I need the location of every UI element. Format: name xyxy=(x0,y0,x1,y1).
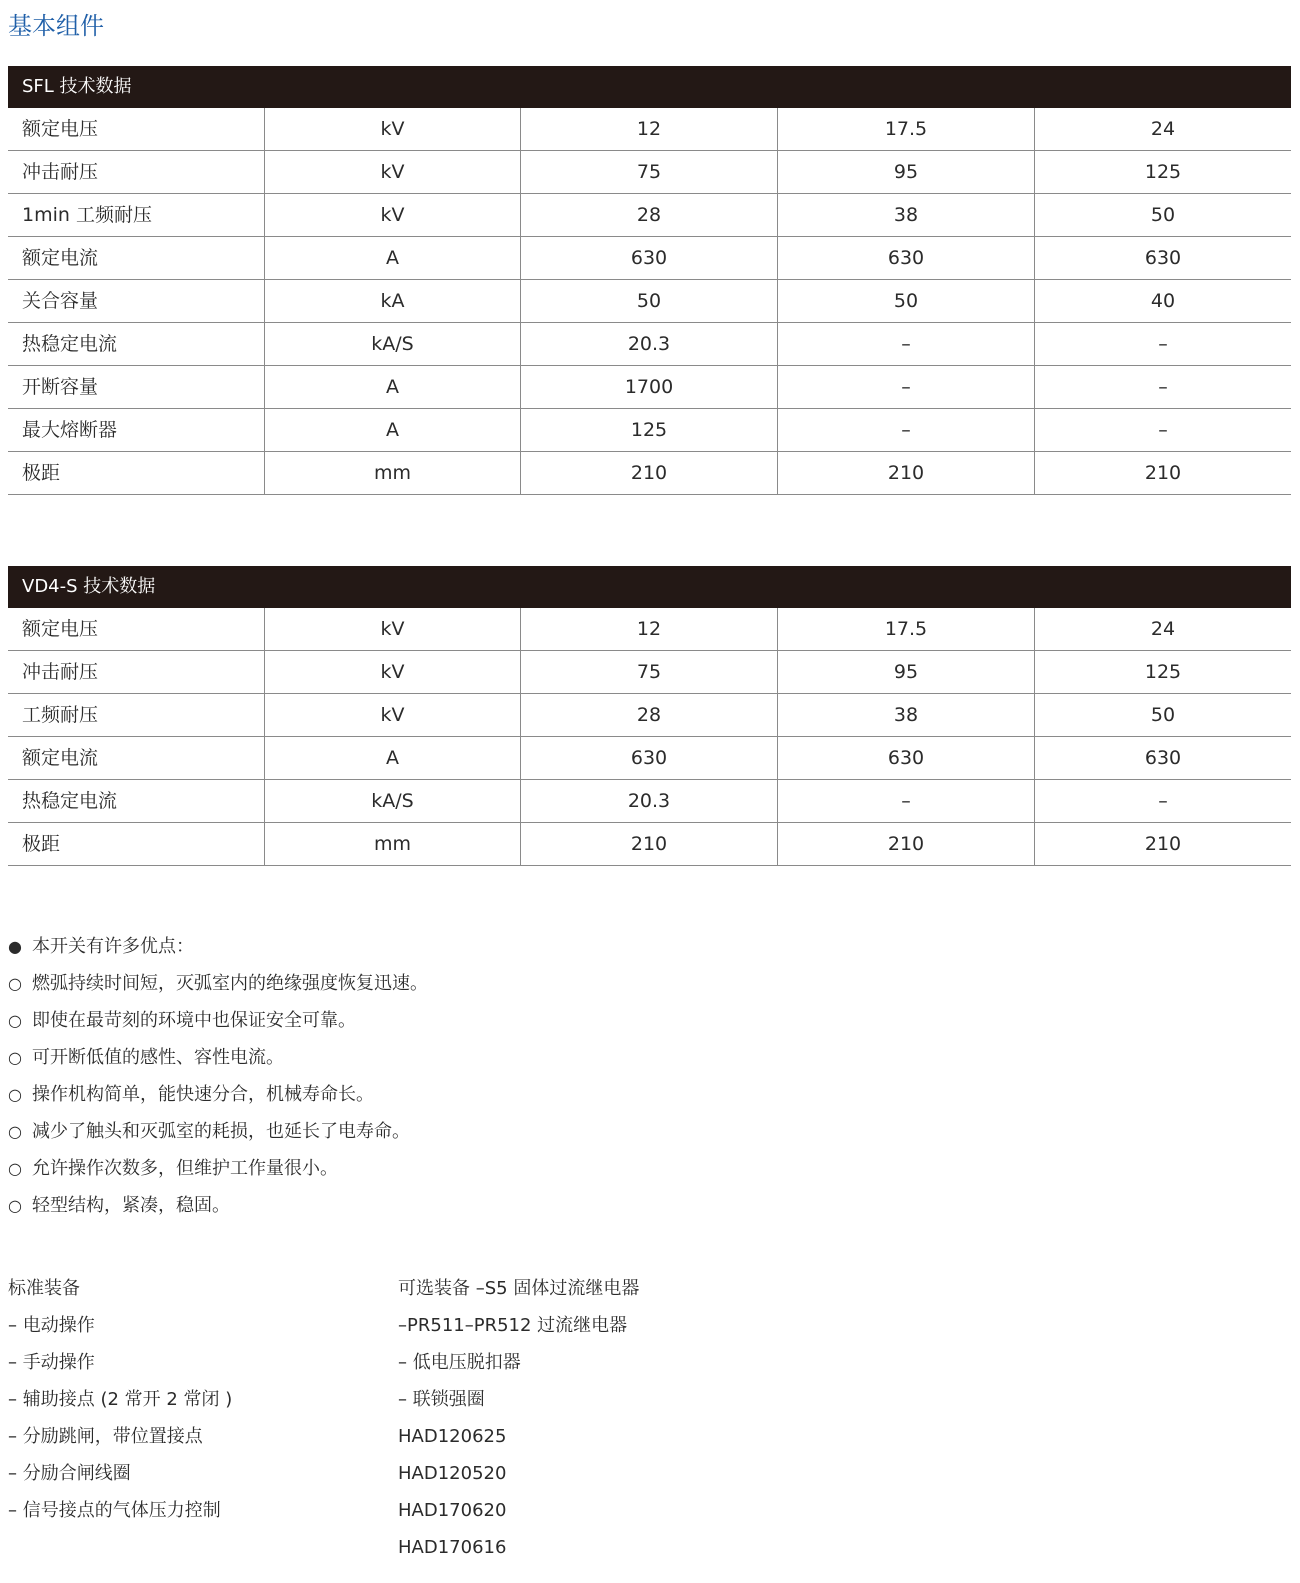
cell-value-12kv: 1700 xyxy=(521,366,778,408)
cell-value-24kv: 125 xyxy=(1144,661,1182,683)
optional-equipment-item: HAD170616 xyxy=(398,1537,507,1558)
cell-param-name: 额定电压 xyxy=(8,108,265,150)
standard-equipment-list xyxy=(8,1270,232,1529)
cell-param-name: 热稳定电流 xyxy=(8,780,265,822)
advantage-text: 可开断低值的感性、容性电流。 xyxy=(32,1047,284,1068)
hollow-circle-icon: ○ xyxy=(8,1196,22,1215)
advantage-text: 减少了触头和灭弧室的耗损，也延长了电寿命。 xyxy=(32,1121,410,1142)
cell-unit: A xyxy=(265,237,521,279)
cell-unit: kV xyxy=(265,108,521,150)
standard-equipment-item: – 信号接点的气体压力控制 xyxy=(8,1500,221,1521)
cell-value-17-5kv: – xyxy=(778,323,1035,365)
cell-value-17-5kv: 17.5 xyxy=(778,108,1035,150)
advantages-items xyxy=(8,965,428,1224)
cell-value-24kv: 630 xyxy=(1144,247,1182,269)
cell-value-24kv: 50 xyxy=(1150,704,1176,726)
cell-value-24kv: 50 xyxy=(1150,204,1176,226)
vd4-table-title: VD4-S 技术数据 xyxy=(8,566,1291,608)
cell-unit: kA xyxy=(265,280,521,322)
hollow-circle-icon: ○ xyxy=(8,1159,22,1178)
table-row xyxy=(8,694,1291,737)
vd4-spec-table xyxy=(8,566,1291,866)
cell-value-17-5kv: 210 xyxy=(778,823,1035,865)
cell-value-17-5kv: 95 xyxy=(778,651,1035,693)
cell-value-17-5kv: 17.5 xyxy=(778,608,1035,650)
advantages-list xyxy=(8,928,428,1224)
cell-value-24kv: 24 xyxy=(1150,118,1176,140)
cell-param-name: 极距 xyxy=(8,452,265,494)
standard-equipment-heading: 标准装备 xyxy=(8,1278,80,1299)
sfl-table-body xyxy=(8,108,1291,495)
standard-equipment-item: – 分励跳闸，带位置接点 xyxy=(8,1426,203,1447)
cell-value-17-5kv: – xyxy=(778,780,1035,822)
cell-unit: kA/S xyxy=(265,780,521,822)
cell-value-12kv: 28 xyxy=(521,194,778,236)
hollow-circle-icon: ○ xyxy=(8,1011,22,1030)
table-row xyxy=(8,823,1291,866)
cell-value-12kv: 75 xyxy=(521,651,778,693)
cell-param-name: 最大熔断器 xyxy=(8,409,265,451)
table-row xyxy=(8,323,1291,366)
optional-equipment-item: HAD170620 xyxy=(398,1500,507,1521)
cell-unit: kV xyxy=(265,151,521,193)
cell-param-name: 关合容量 xyxy=(8,280,265,322)
advantage-text: 即使在最苛刻的环境中也保证安全可靠。 xyxy=(32,1010,356,1031)
cell-value-12kv: 50 xyxy=(521,280,778,322)
advantage-item xyxy=(8,1187,428,1224)
hollow-circle-icon: ○ xyxy=(8,974,22,993)
cell-value-17-5kv: 630 xyxy=(778,737,1035,779)
cell-unit: mm xyxy=(265,823,521,865)
cell-value-17-5kv: 95 xyxy=(778,151,1035,193)
advantage-text: 轻型结构，紧凑，稳固。 xyxy=(32,1195,230,1216)
table-row xyxy=(8,280,1291,323)
optional-equipment-item: – 低电压脱扣器 xyxy=(398,1352,521,1373)
cell-value-12kv: 20.3 xyxy=(521,323,778,365)
cell-value-12kv: 12 xyxy=(521,108,778,150)
advantages-intro-text: 本开关有许多优点： xyxy=(32,936,194,957)
advantage-text: 操作机构简单，能快速分合，机械寿命长。 xyxy=(32,1084,374,1105)
cell-param-name: 工频耐压 xyxy=(8,694,265,736)
table-row xyxy=(8,780,1291,823)
cell-value-12kv: 630 xyxy=(521,737,778,779)
standard-equipment-item: – 分励合闸线圈 xyxy=(8,1463,131,1484)
cell-param-name: 开断容量 xyxy=(8,366,265,408)
cell-param-name: 冲击耐压 xyxy=(8,651,265,693)
cell-param-name: 额定电压 xyxy=(8,608,265,650)
cell-unit: kA/S xyxy=(265,323,521,365)
hollow-circle-icon: ○ xyxy=(8,1122,22,1141)
standard-equipment-item: – 辅助接点 (2 常开 2 常闭 ) xyxy=(8,1389,233,1410)
cell-param-name: 额定电流 xyxy=(8,237,265,279)
cell-value-24kv: – xyxy=(1158,790,1168,812)
cell-value-24kv: 40 xyxy=(1150,290,1176,312)
cell-value-12kv: 210 xyxy=(521,452,778,494)
sfl-table-title: SFL 技术数据 xyxy=(8,66,1291,108)
standard-equipment-item: – 电动操作 xyxy=(8,1315,95,1336)
cell-value-17-5kv: 210 xyxy=(778,452,1035,494)
cell-value-17-5kv: – xyxy=(778,366,1035,408)
cell-value-24kv: 210 xyxy=(1144,462,1182,484)
hollow-circle-icon: ○ xyxy=(8,1085,22,1104)
cell-unit: A xyxy=(265,409,521,451)
cell-unit: kV xyxy=(265,694,521,736)
cell-value-12kv: 28 xyxy=(521,694,778,736)
cell-value-12kv: 12 xyxy=(521,608,778,650)
optional-equipment-item: HAD120520 xyxy=(398,1463,507,1484)
table-row xyxy=(8,608,1291,651)
table-row xyxy=(8,409,1291,452)
advantage-text: 燃弧持续时间短，灭弧室内的绝缘强度恢复迅速。 xyxy=(32,973,428,994)
cell-value-17-5kv: 50 xyxy=(778,280,1035,322)
cell-unit: kV xyxy=(265,608,521,650)
cell-param-name: 冲击耐压 xyxy=(8,151,265,193)
cell-value-12kv: 210 xyxy=(521,823,778,865)
cell-unit: kV xyxy=(265,194,521,236)
cell-value-24kv: – xyxy=(1158,333,1168,355)
cell-value-12kv: 20.3 xyxy=(521,780,778,822)
table-row xyxy=(8,366,1291,409)
cell-value-24kv: – xyxy=(1158,419,1168,441)
cell-unit: A xyxy=(265,737,521,779)
table-row xyxy=(8,237,1291,280)
table-row xyxy=(8,651,1291,694)
filled-circle-icon: ● xyxy=(8,937,22,956)
table-row xyxy=(8,737,1291,780)
cell-unit: kV xyxy=(265,651,521,693)
table-row xyxy=(8,108,1291,151)
cell-unit: mm xyxy=(265,452,521,494)
cell-value-24kv: 125 xyxy=(1144,161,1182,183)
page-title: 基本组件 xyxy=(8,12,104,40)
advantage-item xyxy=(8,1076,428,1113)
cell-param-name: 额定电流 xyxy=(8,737,265,779)
optional-equipment-item: HAD120625 xyxy=(398,1426,507,1447)
optional-equipment-item: 可选装备 –S5 固体过流继电器 xyxy=(398,1278,640,1299)
sfl-spec-table xyxy=(8,66,1291,495)
cell-value-12kv: 125 xyxy=(521,409,778,451)
optional-equipment-list xyxy=(398,1270,639,1566)
cell-value-12kv: 75 xyxy=(521,151,778,193)
optional-equipment-item: –PR511–PR512 过流继电器 xyxy=(398,1315,628,1336)
advantage-item xyxy=(8,965,428,1002)
cell-value-24kv: 24 xyxy=(1150,618,1176,640)
cell-value-17-5kv: 38 xyxy=(778,194,1035,236)
cell-value-24kv: 630 xyxy=(1144,747,1182,769)
advantages-intro xyxy=(8,928,428,965)
optional-equipment-item: – 联锁强圈 xyxy=(398,1389,485,1410)
hollow-circle-icon: ○ xyxy=(8,1048,22,1067)
table-row xyxy=(8,452,1291,495)
cell-param-name: 极距 xyxy=(8,823,265,865)
cell-unit: A xyxy=(265,366,521,408)
cell-value-17-5kv: 630 xyxy=(778,237,1035,279)
advantage-text: 允许操作次数多，但维护工作量很小。 xyxy=(32,1158,338,1179)
cell-param-name: 1min 工频耐压 xyxy=(8,194,265,236)
cell-value-24kv: – xyxy=(1158,376,1168,398)
cell-param-name: 热稳定电流 xyxy=(8,323,265,365)
cell-value-12kv: 630 xyxy=(521,237,778,279)
advantage-item xyxy=(8,1113,428,1150)
cell-value-17-5kv: 38 xyxy=(778,694,1035,736)
vd4-table-body xyxy=(8,608,1291,866)
table-row xyxy=(8,194,1291,237)
cell-value-24kv: 210 xyxy=(1144,833,1182,855)
advantage-item xyxy=(8,1150,428,1187)
advantage-item xyxy=(8,1002,428,1039)
standard-equipment-item: – 手动操作 xyxy=(8,1352,95,1373)
advantage-item xyxy=(8,1039,428,1076)
table-row xyxy=(8,151,1291,194)
cell-value-17-5kv: – xyxy=(778,409,1035,451)
